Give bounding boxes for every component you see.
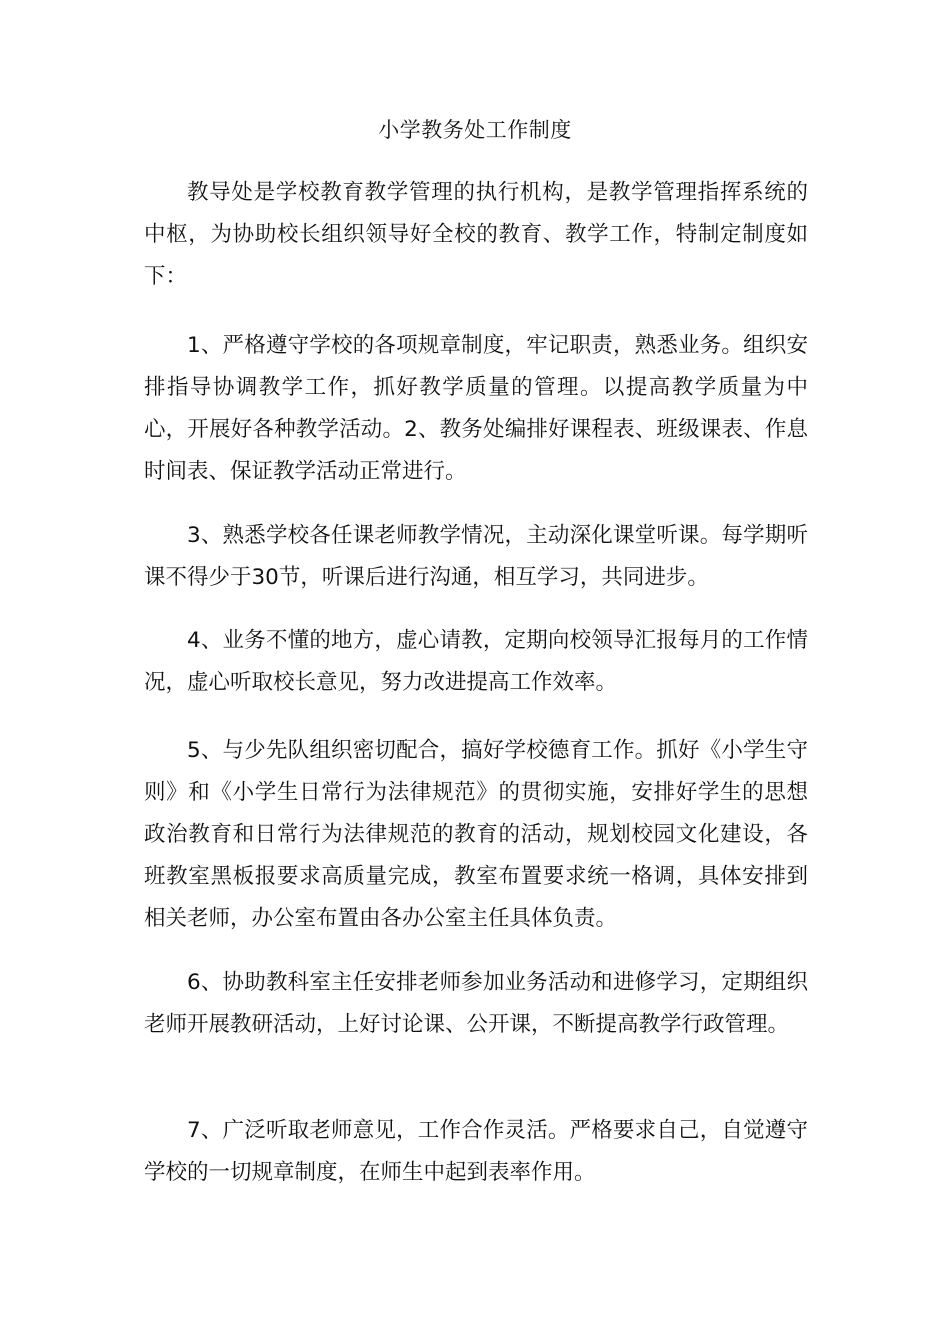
paragraph-intro: 教导处是学校教育教学管理的执行机构，是教学管理指挥系统的中枢，为协助校长组织领导好全校的教育、教学工作，特制定制度如下： [144,180,808,289]
paragraph-item-6: 6、协助教科室主任安排老师参加业务活动和进修学习，定期组织老师开展教研活动，上好讨论课、公开课，不断提高教学行政管理。 [144,970,808,1037]
paragraph-item-4: 4、业务不懂的地方，虚心请教，定期向校领导汇报每月的工作情况，虚心听取校长意见，努力改进提高工作效率。 [144,628,808,695]
paragraph-item-1-2: 1、严格遵守学校的各项规章制度，牢记职责，熟悉业务。组织安排指导协调教学工作，抓好教学质量的管理。以提高教学质量为中心，开展好各种教学活动。2、教务处编排好课程表、班级课表、作息时间表、保证教学活动正常进行。 [144,333,808,484]
paragraph-item-5: 5、与少先队组织密切配合，搞好学校德育工作。抓好《小学生守则》和《小学生日常行为法律规范》的贯彻实施，安排好学生的思想政治教育和日常行为法律规范的教育的活动，规划校园文化建设，各班教室黑板报要求高质量完成，教室布置要求统一格调，具体安排到相关老师，办公室布置由各办公室主任具体负责。 [144,738,808,931]
document-title: 小学教务处工作制度 [378,118,572,142]
paragraph-item-3: 3、熟悉学校各任课老师教学情况，主动深化课堂听课。每学期听课不得少于30节，听课后进行沟通，相互学习，共同进步。 [144,523,808,590]
paragraph-item-7: 7、广泛听取老师意见，工作合作灵活。严格要求自己，自觉遵守学校的一切规章制度，在师生中起到表率作用。 [144,1118,808,1185]
